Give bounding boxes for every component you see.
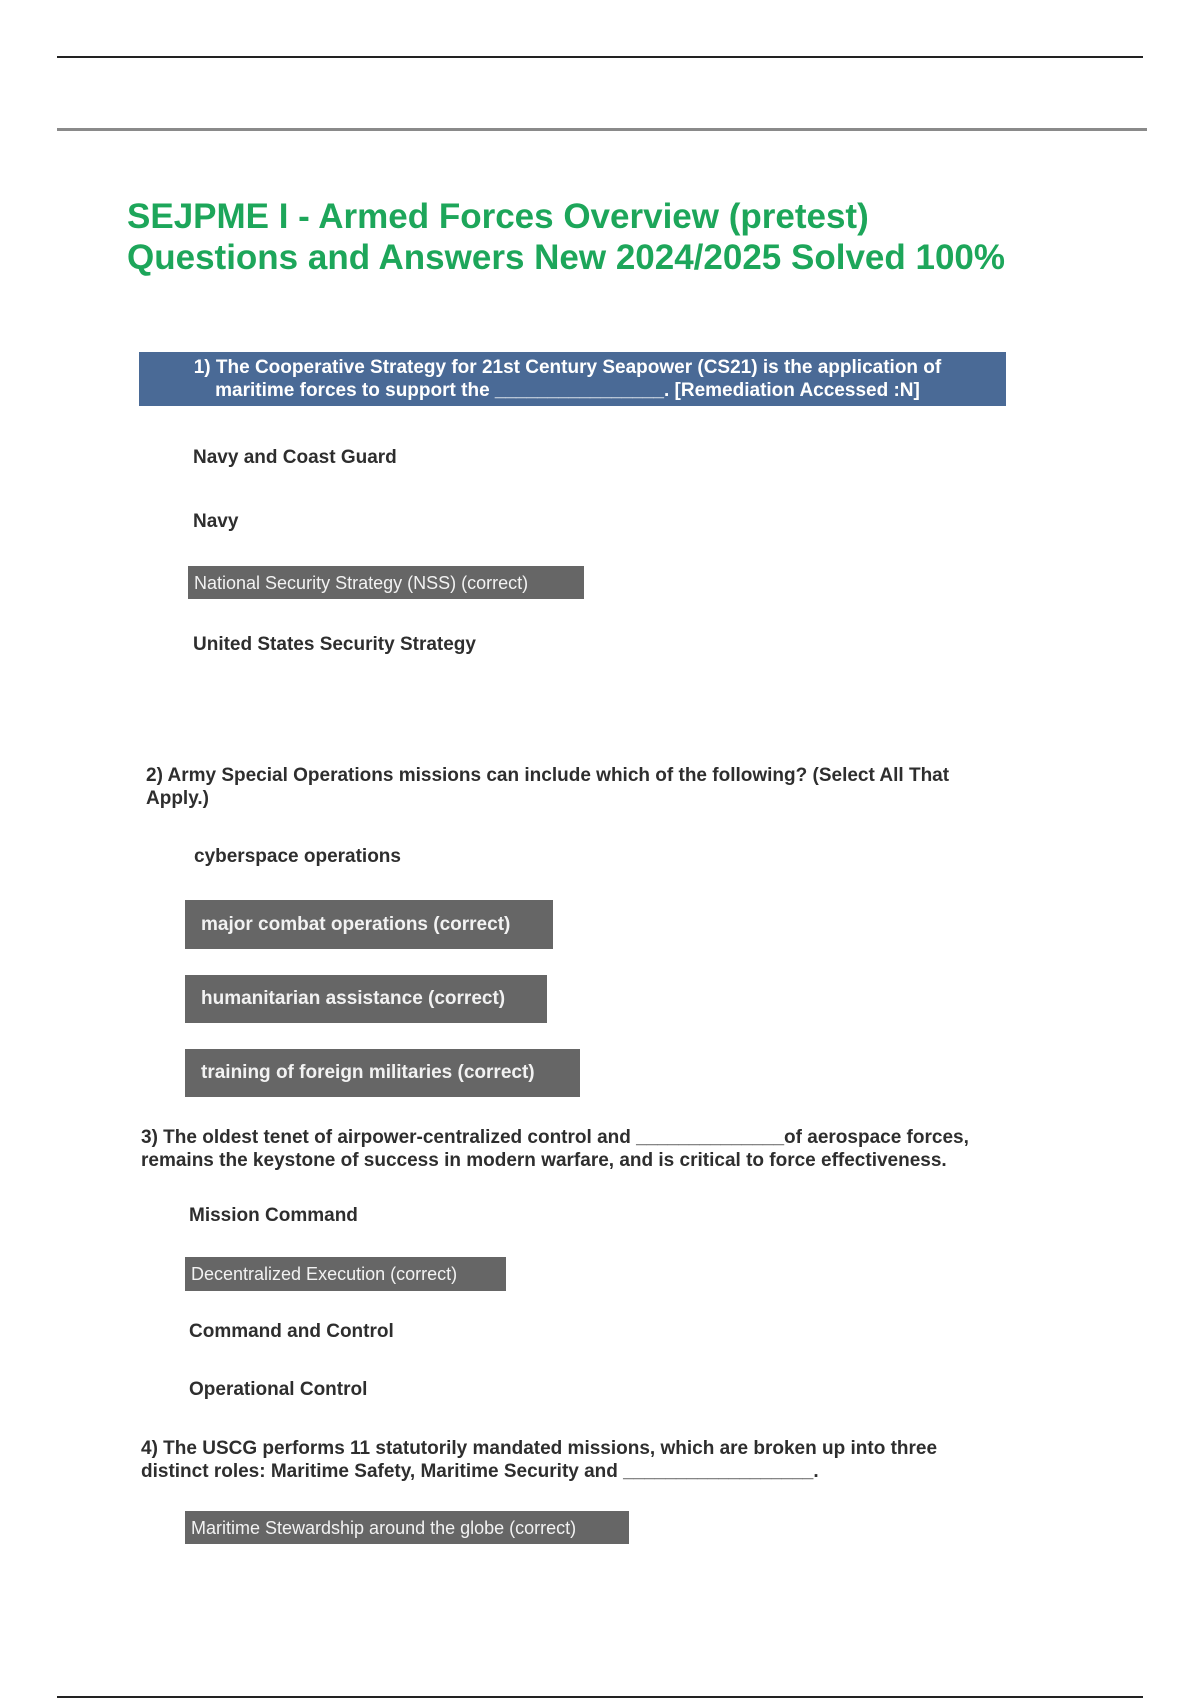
q1-option-2: Navy [193, 511, 239, 532]
q2-option-1: cyberspace operations [194, 846, 401, 867]
question-2 [146, 764, 949, 810]
question-2-line-2: Apply.) [146, 788, 209, 809]
question-3-line-2: remains the keystone of success in modern warfare, and is critical to force effectiveness. [141, 1150, 947, 1171]
question-3 [141, 1126, 969, 1172]
q2-option-2-correct: major combat operations (correct) [185, 900, 553, 949]
q2-option-4-correct: training of foreign militaries (correct) [185, 1049, 580, 1097]
q1-option-3-correct: National Security Strategy (NSS) (correct) [188, 566, 584, 599]
question-2-line-1: 2) Army Special Operations missions can include which of the following? (Select All That [146, 765, 950, 786]
q3-option-3: Command and Control [189, 1321, 394, 1342]
footer-rule [57, 1696, 1143, 1698]
q1-option-4: United States Security Strategy [193, 634, 476, 655]
question-1 [139, 352, 1006, 406]
question-4-line-1: 4) The USCG performs 11 statutorily mandated missions, which are broken up into three [141, 1438, 938, 1459]
header-rule [57, 56, 1143, 58]
header-divider [57, 128, 1147, 131]
q3-option-2-correct: Decentralized Execution (correct) [185, 1257, 506, 1291]
title-line-2: Questions and Answers New 2024/2025 Solved 100% [127, 238, 1005, 277]
q3-option-4: Operational Control [189, 1379, 368, 1400]
question-4-line-2: distinct roles: Maritime Safety, Maritime Security and __________________. [141, 1461, 819, 1482]
document-title [127, 196, 1087, 278]
q2-option-3-correct: humanitarian assistance (correct) [185, 975, 547, 1023]
question-4 [141, 1437, 937, 1483]
q4-option-1-correct: Maritime Stewardship around the globe (correct) [185, 1511, 629, 1544]
title-line-1: SEJPME I - Armed Forces Overview (pretest) [127, 197, 869, 236]
question-1-line-1: 1) The Cooperative Strategy for 21st Century Seapower (CS21) is the application of [193, 357, 942, 378]
q3-option-1: Mission Command [189, 1205, 358, 1226]
q1-option-1: Navy and Coast Guard [193, 447, 397, 468]
question-3-line-1: 3) The oldest tenet of airpower-centralized control and ______________of aerospace forces, [141, 1127, 969, 1148]
question-1-line-2: maritime forces to support the ________________. [Remediation Accessed :N] [215, 380, 920, 401]
